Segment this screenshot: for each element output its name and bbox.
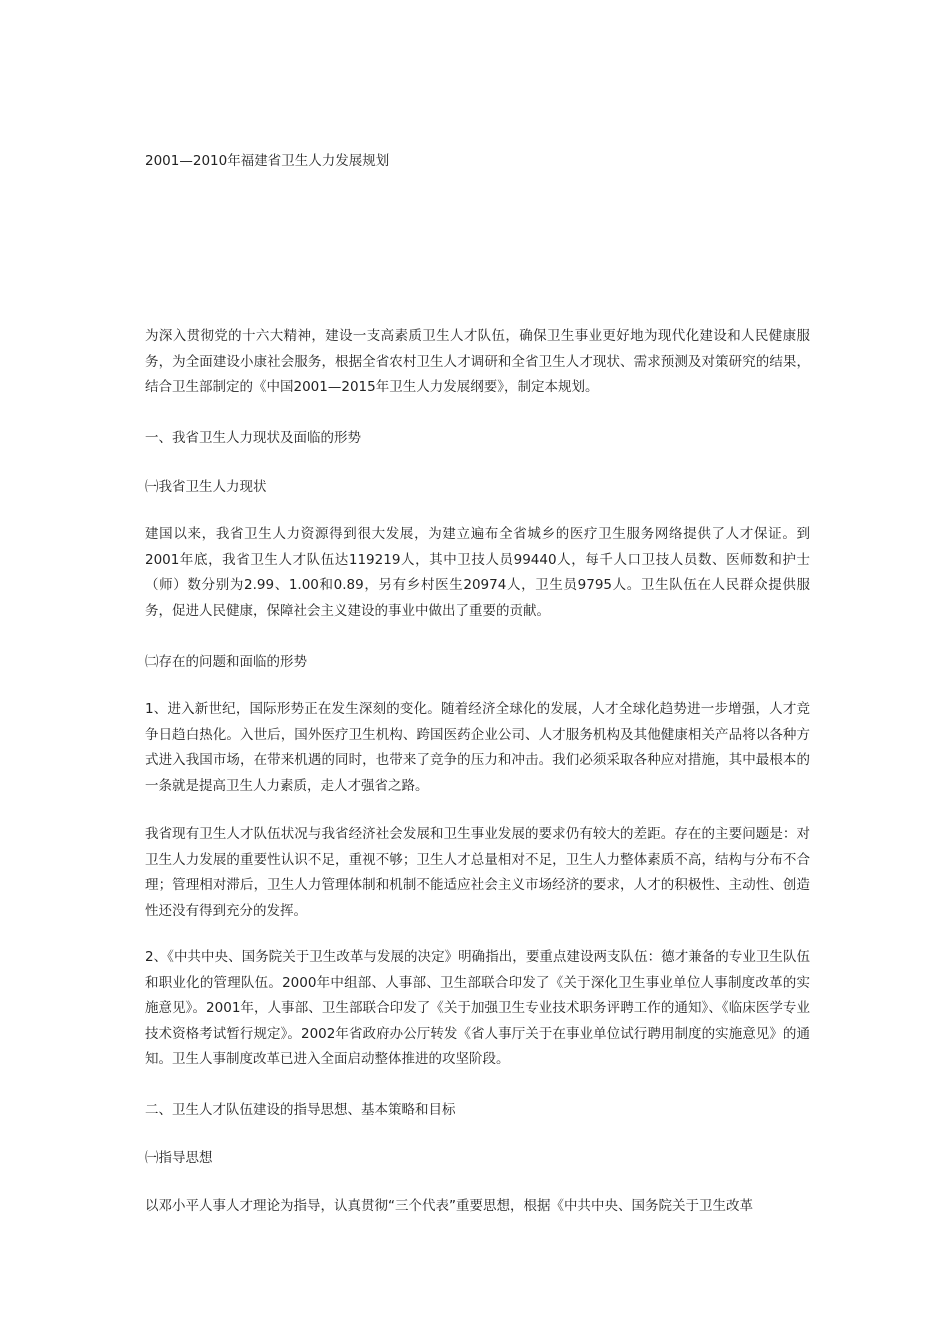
intro-paragraph: 为深入贯彻党的十六大精神，建设一支高素质卫生人才队伍，确保卫生事业更好地为现代化建设和人民健康服务，为全面建设小康社会服务，根据全省农村卫生人才调研和全省卫生人才现状、需求预测及对策研究的结果，结合卫生部制定的《中国2001—2015年卫生人力发展纲要》，制定本规划。 bbox=[145, 328, 810, 395]
subsection-heading-problems: ㈡存在的问题和面临的形势 bbox=[145, 654, 307, 670]
guiding-paragraph: 以邓小平人事人才理论为指导，认真贯彻“三个代表”重要思想，根据《中共中央、国务院关于卫生改革 bbox=[145, 1198, 753, 1214]
status-paragraph: 建国以来，我省卫生人力资源得到很大发展，为建立遍布全省城乡的医疗卫生服务网络提供了人才保证。到2001年底，我省卫生人才队伍达119219人，其中卫技人员99440人，每千人口卫技人员数、医师数和护士（师）数分别为2.99、1.00和0.89，另有乡村医生20974人，卫生员9795人。卫生队伍在人民群众提供服务，促进人民健康，保障社会主义建设的事业中做出了重要的贡献。 bbox=[145, 526, 810, 619]
section-heading-2: 二、卫生人才队伍建设的指导思想、基本策略和目标 bbox=[145, 1102, 456, 1118]
subsection-heading-guiding: ㈠指导思想 bbox=[145, 1150, 213, 1166]
section-heading-1: 一、我省卫生人力现状及面临的形势 bbox=[145, 430, 361, 446]
point-1-paragraph: 1、进入新世纪，国际形势正在发生深刻的变化。随着经济全球化的发展，人才全球化趋势进一步增强，人才竞争日趋白热化。入世后，国外医疗卫生机构、跨国医药企业公司、人才服务机构及其他健康相关产品将以各种方式进入我国市场，在带来机遇的同时，也带来了竞争的压力和冲击。我们必须采取各种应对措施，其中最根本的一条就是提高卫生人力素质，走人才强省之路。 bbox=[145, 701, 810, 794]
subsection-heading-status: ㈠我省卫生人力现状 bbox=[145, 479, 267, 495]
point-2-paragraph: 2、《中共中央、国务院关于卫生改革与发展的决定》明确指出，要重点建设两支队伍：德才兼备的专业卫生队伍和职业化的管理队伍。2000年中组部、人事部、卫生部联合印发了《关于深化卫生事业单位人事制度改革的实施意见》。2001年，人事部、卫生部联合印发了《关于加强卫生专业技术职务评聘工作的通知》、《临床医学专业技术资格考试暂行规定》。2002年省政府办公厅转发《省人事厅关于在事业单位试行聘用制度的实施意见》的通知。卫生人事制度改革已进入全面启动整体推进的攻坚阶段。 bbox=[145, 949, 810, 1067]
document-title: 2001—2010年福建省卫生人力发展规划 bbox=[145, 153, 390, 169]
problems-paragraph: 我省现有卫生人才队伍状况与我省经济社会发展和卫生事业发展的要求仍有较大的差距。存在的主要问题是：对卫生人力发展的重要性认识不足，重视不够；卫生人才总量相对不足，卫生人力整体素质不高，结构与分布不合理；管理相对滞后，卫生人力管理体制和机制不能适应社会主义市场经济的要求，人才的积极性、主动性、创造性还没有得到充分的发挥。 bbox=[145, 826, 810, 919]
